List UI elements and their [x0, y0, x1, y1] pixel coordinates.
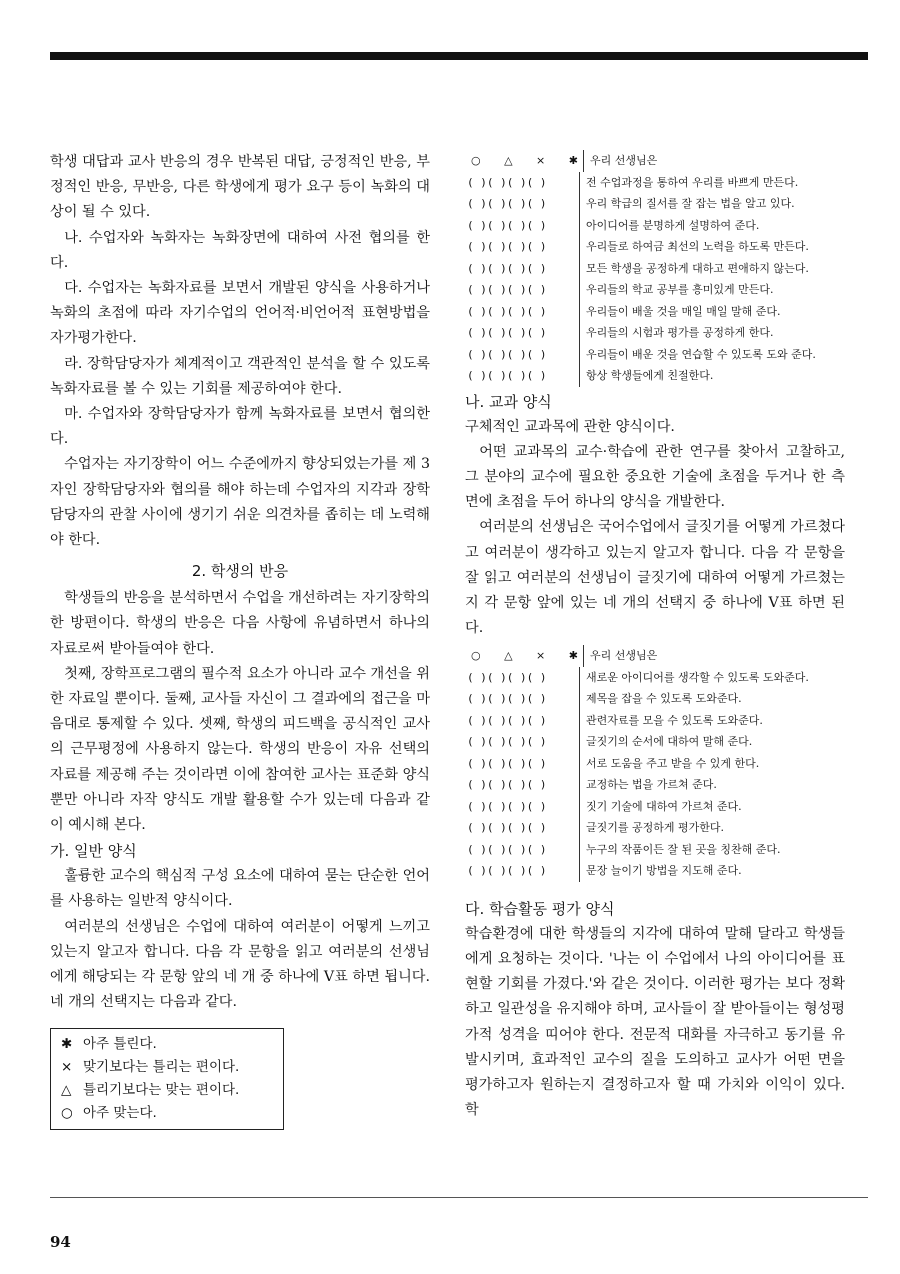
table-row	[465, 279, 845, 301]
legend-row	[61, 1102, 283, 1125]
checkbox-blanks: ( )( )( )( )	[467, 778, 547, 792]
paragraph-subject-form-desc: 어떤 교과목의 교수·학습에 관한 연구를 찾아서 고찰하고, 그 분야의 교수에 필요한 중요한 기술에 초점을 두거나 한 측면에 초점을 두어 하나의 양식을 개발한다.	[465, 443, 845, 511]
item-text: 문장 늘이기 방법을 지도해 준다.	[579, 860, 742, 882]
item-text: 누구의 작품이든 잘 된 곳을 칭찬해 준다.	[579, 839, 781, 861]
item-text: 서로 도움을 주고 받을 수 있게 한다.	[579, 753, 759, 775]
left-column	[50, 150, 430, 1130]
checkbox-blanks: ( )( )( )( )	[467, 326, 547, 339]
table-title: 우리 선생님은	[583, 645, 657, 667]
table-title: 우리 선생님은	[583, 150, 657, 172]
table-row	[465, 860, 845, 882]
table-row	[465, 796, 845, 818]
subsection-title-general-form: 가. 일반 양식	[50, 842, 137, 861]
table-row	[465, 688, 845, 710]
legend-row	[61, 1079, 283, 1102]
checkbox-blanks: ( )( )( )( )	[467, 369, 547, 382]
paragraph-general-form: 훌륭한 교수의 핵심적 구성 요소에 대하여 묻는 단순한 언어를 사용하는 일반적 양식이다.	[50, 868, 430, 910]
checkbox-blanks: ( )( )( )( )	[467, 735, 547, 749]
checkbox-blanks: ( )( )( )( )	[467, 842, 547, 856]
table-row	[465, 753, 845, 775]
checkbox-blanks: ( )( )( )( )	[467, 713, 547, 727]
checkbox-blanks: ( )( )( )( )	[467, 864, 547, 878]
legend-text: 맞기보다는 틀리는 편이다.	[83, 1058, 240, 1075]
table-row	[465, 365, 845, 387]
paragraph-instructions: 여러분의 선생님은 수업에 대하여 여러분이 어떻게 느끼고 있는지 알고자 합니다. 다음 각 문항을 읽고 여러분의 선생님에게 해당되는 각 문항 앞의 네 개 중 하나에 V표 하면 됩니다. 네 개의 선택지는 다음과 같다.	[50, 918, 430, 1011]
checkbox-blanks: ( )( )( )( )	[467, 175, 547, 189]
checkbox-blanks: ( )( )( )( )	[467, 283, 547, 296]
item-text: 아이디어를 분명하게 설명하여 준다.	[579, 215, 759, 237]
checkbox-blanks: ( )( )( )( )	[467, 197, 547, 210]
footer-rule	[50, 1197, 868, 1198]
item-na: 나. 수업자와 녹화자는 녹화장면에 대하여 사전 협의를 한다.	[50, 229, 430, 271]
legend-symbol: ✱	[61, 1035, 73, 1052]
table-row	[465, 193, 845, 215]
checkbox-blanks: ( )( )( )( )	[467, 218, 547, 232]
table-row	[465, 667, 845, 689]
legend-symbol: △	[61, 1081, 72, 1098]
legend-symbol: ×	[61, 1058, 73, 1075]
subsection-title-activity-form: 다. 학습활동 평가 양식	[465, 899, 615, 918]
page-number: 94	[50, 1233, 71, 1251]
item-text: 우리들의 학교 공부를 흥미있게 만든다.	[579, 279, 774, 301]
checkbox-blanks: ( )( )( )( )	[467, 821, 547, 835]
intro-paragraph: 학생 대답과 교사 반응의 경우 반복된 대답, 긍정적인 반응, 부정적인 반응, 무반응, 다른 학생에게 평가 요구 등이 녹화의 대상이 될 수 있다.	[50, 154, 430, 221]
item-text: 짓기 기술에 대하여 가르쳐 준다.	[579, 796, 742, 818]
table-row	[465, 731, 845, 753]
table-row	[465, 301, 845, 323]
item-text: 항상 학생들에게 친절한다.	[579, 365, 713, 387]
checkbox-blanks: ( )( )( )( )	[467, 304, 547, 318]
legend-text: 아주 틀린다.	[83, 1035, 157, 1052]
paragraph-activity-form: 학습환경에 대한 학생들의 지각에 대하여 말해 달라고 학생들에게 요청하는 것이다. '나는 이 수업에서 나의 아이디어를 표현할 기회를 가졌다.'와 같은 것이다. 이러한 평가는 보다 정확하고 일관성을 유지해야 하며, 교사들이 잘 받아들이는 형성평가적 성격을 띠어야 한다. 전문적 대화를 자극하고 동기를 유발시키며, 효과적인 교수의 질을 도의하고 교사가 어떤 면을 평가하고자 원하는지 결정하고자 할 때 가치와 이익이 있다. 학	[465, 925, 845, 1119]
paragraph-student-response: 학생들의 반응을 분석하면서 수업을 개선하려는 자기장학의 한 방편이다. 학생의 반응은 다음 사항에 유념하면서 하나의 자료로써 받아들여야 한다.	[50, 590, 430, 657]
legend-text: 틀리기보다는 맞는 편이다.	[83, 1081, 240, 1098]
table-row	[465, 710, 845, 732]
item-text: 모든 학생을 공정하게 대하고 편애하지 않는다.	[579, 258, 809, 280]
subsection-title-subject-form: 나. 교과 양식	[465, 392, 552, 411]
table-row	[465, 344, 845, 366]
item-da: 다. 수업자는 녹화자료를 보면서 개발된 양식을 사용하거나 녹화의 초점에 따라 자기수업의 언어적·비언어적 표현방법을 자가평가한다.	[50, 280, 430, 347]
rating-table-writing	[465, 645, 845, 882]
item-text: 관련자료를 모을 수 있도록 도와준다.	[579, 710, 763, 732]
item-text: 글짓기의 순서에 대하여 말해 준다.	[579, 731, 752, 753]
item-text: 글짓기를 공정하게 평가한다.	[579, 817, 724, 839]
table-row	[465, 839, 845, 861]
item-text: 제목을 잡을 수 있도록 도와준다.	[579, 688, 742, 710]
item-text: 우리들이 배운 것을 연습할 수 있도록 도와 준다.	[579, 344, 816, 366]
header-rule	[50, 52, 868, 60]
checkbox-blanks: ( )( )( )( )	[467, 240, 547, 253]
checkbox-blanks: ( )( )( )( )	[467, 670, 547, 684]
table-row	[465, 215, 845, 237]
legend-box	[50, 1028, 284, 1130]
checkbox-blanks: ( )( )( )( )	[467, 756, 547, 770]
table-row	[465, 322, 845, 344]
table-row	[465, 817, 845, 839]
table-row	[465, 258, 845, 280]
legend-text: 아주 맞는다.	[83, 1104, 157, 1121]
table-header-row	[465, 150, 845, 172]
paragraph-subject-form-def: 구체적인 교과목에 관한 양식이다.	[465, 418, 675, 435]
checkbox-blanks: ( )( )( )( )	[467, 261, 547, 275]
rating-symbols: ○ △ × ✱	[471, 649, 588, 663]
legend-row	[61, 1056, 283, 1079]
checkbox-blanks: ( )( )( )( )	[467, 799, 547, 813]
item-text: 새로운 아이디어를 생각할 수 있도록 도와준다.	[579, 667, 809, 689]
table-row	[465, 774, 845, 796]
paragraph-subject-form-instructions: 여러분의 선생님은 국어수업에서 글짓기를 어떻게 가르쳤다고 여러분이 생각하고 있는지 알고자 합니다. 다음 각 문항을 잘 읽고 여러분의 선생님이 글짓기에 대하여 어떻게 가르쳤는지 각 문항 앞에 있는 네 개의 선택지 중 하나에 V표 하면 된다.	[465, 519, 845, 637]
legend-symbol: ○	[61, 1104, 73, 1121]
rating-table-general	[465, 150, 845, 387]
legend-row	[61, 1033, 283, 1056]
checkbox-blanks: ( )( )( )( )	[467, 347, 547, 361]
table-row	[465, 236, 845, 258]
item-ma: 마. 수업자와 장학담당자가 함께 녹화자료를 보면서 협의한다.	[50, 406, 430, 448]
right-column	[465, 150, 845, 1123]
table-row	[465, 172, 845, 194]
item-text: 교정하는 법을 가르쳐 준다.	[579, 774, 717, 796]
item-ra: 라. 장학담당자가 체계적이고 객관적인 분석을 할 수 있도록 녹화자료를 볼 수 있는 기회를 제공하여야 한다.	[50, 355, 430, 397]
item-text: 우리들로 하여금 최선의 노력을 하도록 만든다.	[579, 236, 809, 258]
paragraph-considerations: 첫째, 장학프로그램의 필수적 요소가 아니라 교수 개선을 위한 자료일 뿐이다. 둘째, 교사들 자신이 그 결과에의 접근을 마음대로 통제할 수 있다. 셋째, 학생의 피드백을 공식적인 교사의 근무평정에 사용하지 않는다. 학생의 반응이 자유 선택의 자료를 제공해 주는 것이라면 이에 참여한 교사는 표준화 양식뿐만 아니라 자작 양식도 개발 활용할 수가 있는데 다음과 같이 예시해 본다.	[50, 665, 430, 834]
item-text: 전 수업과정을 통하여 우리를 바쁘게 만든다.	[579, 172, 798, 194]
paragraph-self-supervision: 수업자는 자기장학이 어느 수준에까지 향상되었는가를 제 3자인 장학담당자와 협의를 해야 하는데 수업자의 지각과 장학담당자의 관찰 사이에 생기기 쉬운 의견차를 좁히는 데 노력해야 한다.	[50, 456, 430, 549]
rating-symbols: ○ △ × ✱	[471, 154, 588, 167]
section-title-student-response: 2. 학생의 반응	[191, 562, 289, 581]
item-text: 우리들이 배울 것을 매일 매일 말해 준다.	[579, 301, 781, 323]
table-header-row	[465, 645, 845, 667]
item-text: 우리 학급의 질서를 잘 잡는 법을 알고 있다.	[579, 193, 795, 215]
checkbox-blanks: ( )( )( )( )	[467, 692, 547, 706]
item-text: 우리들의 시험과 평가를 공정하게 한다.	[579, 322, 774, 344]
